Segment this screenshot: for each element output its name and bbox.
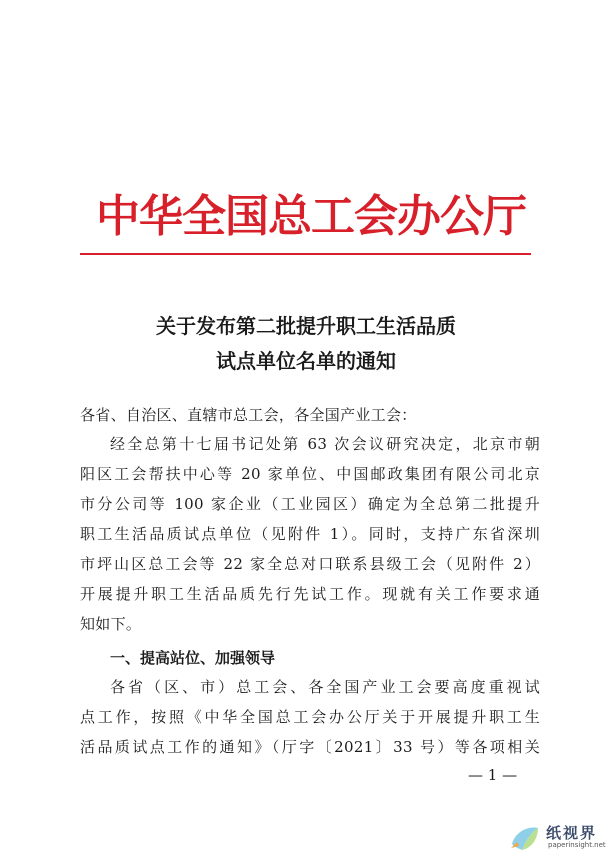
section-1-heading: 一、提高站位、加强领导 xyxy=(110,649,276,667)
paragraph-2-line-3: 活品质试点工作的通知》（厅字〔2021〕33 号）等各项相关 xyxy=(80,738,540,756)
paragraph-1-line-1: 经全总第十七届书记处第 63 次会议研究决定，北京市朝 xyxy=(110,435,540,453)
watermark xyxy=(508,820,608,856)
paragraph-2-line-2: 点工作，按照《中华全国总工会办公厅关于开展提升职工生 xyxy=(80,708,540,726)
paragraph-1-line-2: 阳区工会帮扶中心等 20 家单位、中国邮政集团有限公司北京 xyxy=(80,465,540,483)
watermark-site: paperinsight.net xyxy=(548,841,606,849)
header-red-rule xyxy=(80,253,531,255)
paragraph-2-line-1: 各省（区、市）总工会、各全国产业工会要高度重视试 xyxy=(110,678,540,696)
paragraph-1-line-6: 开展提升职工生活品质先行先试工作。现就有关工作要求通 xyxy=(80,585,540,603)
salutation: 各省、自治区、直辖市总工会，各全国产业工会： xyxy=(80,406,417,424)
paragraph-1-line-5: 市坪山区总工会等 22 家全总对口联系县级工会（见附件 2） xyxy=(80,555,540,573)
paragraph-1-line-3: 市分公司等 100 家企业（工业园区）确定为全总第二批提升 xyxy=(80,495,540,513)
doc-title-line-2: 试点单位名单的通知 xyxy=(216,349,396,373)
paragraph-1-line-4: 职工生活品质试点单位（见附件 1）。同时，支持广东省深圳 xyxy=(80,525,540,543)
paperinsight-logo-icon xyxy=(508,822,542,854)
org-header-title: 中华全国总工会办公厅 xyxy=(96,191,526,242)
watermark-brand: 纸视界 xyxy=(546,824,598,842)
page-number: — 1 — xyxy=(468,766,518,784)
paragraph-1-line-7: 知如下。 xyxy=(80,615,142,633)
doc-title-line-1: 关于发布第二批提升职工生活品质 xyxy=(156,314,456,338)
